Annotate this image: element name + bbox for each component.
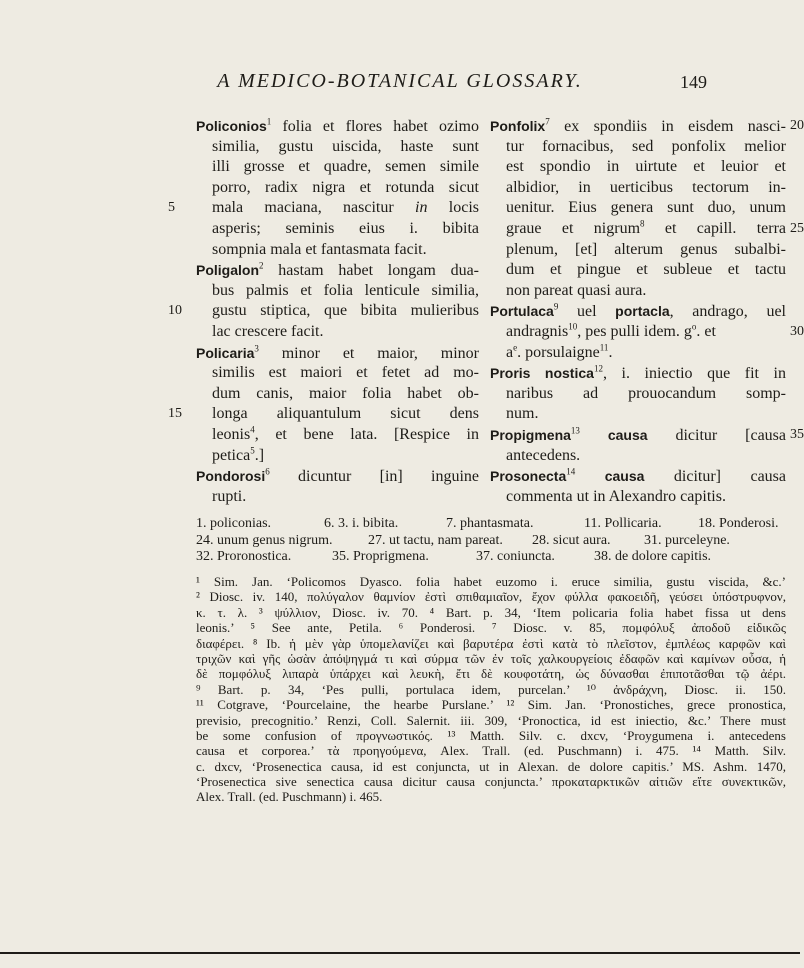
footnote-ref: 1	[266, 116, 272, 127]
variant-line	[196, 516, 786, 533]
entry-ponfolix	[490, 116, 804, 137]
entry-proris-nostica	[490, 363, 786, 384]
line-number: 35	[790, 426, 804, 442]
entry-line: albidior, in uerticibus tectorum in-	[506, 178, 786, 196]
line-number: 30	[790, 323, 804, 339]
headword: Policaria	[196, 344, 255, 361]
variant-item: 38. de dolore capitis.	[594, 549, 712, 564]
headword: Propigmena	[490, 426, 571, 443]
entry-text: .]	[254, 446, 265, 464]
footnote-ref: 13	[570, 425, 580, 436]
running-title: A MEDICO-BOTANICAL GLOSSARY.	[217, 70, 583, 92]
entry-pondorosi	[196, 466, 479, 487]
variant-item: 7. phantasmata.	[446, 516, 534, 531]
footnote-ref: 9	[553, 302, 559, 313]
variant-item: 28. sicut aura.	[532, 532, 611, 548]
entry-text: , andrago, uel	[669, 303, 786, 321]
entry-text: minor et maior, minor	[258, 344, 479, 362]
entry-text: graue et nigrum	[506, 219, 641, 237]
variant-line	[196, 549, 786, 566]
entry-text: . et	[696, 322, 716, 340]
running-header	[0, 70, 800, 100]
headword: Ponfolix	[490, 118, 546, 134]
entry-line: num.	[506, 405, 539, 423]
entry-line: sompnia mala et fantasmata facit.	[212, 240, 427, 258]
entry-line	[490, 343, 786, 364]
footnote-ref: 14	[566, 466, 576, 477]
entry-line: antecedens.	[506, 446, 581, 464]
entry-line: bus palmis et folia lenticule similia,	[212, 281, 479, 299]
entry-text: andragnis	[506, 322, 569, 340]
headword-part: causa	[607, 426, 648, 443]
entry-line	[490, 321, 804, 343]
footnote-line: κ. τ. λ. ³ ψύλλιον, Diosc. iv. 70. ⁴ Bart. p. 34, ‘Item policaria folia habet fissa ut dens	[196, 604, 786, 620]
entry-text: dicitur] causa	[644, 468, 787, 486]
line-number: 20	[790, 118, 804, 133]
footnote-ref: 2	[259, 260, 264, 271]
entry-text-italic: in	[415, 199, 428, 217]
entry-line: porro, radix nigra et rotunda sicut	[212, 178, 479, 196]
entry-line	[196, 446, 479, 467]
footnote-line: c. dxcv, ‘Prosenectica causa, id est conjuncta, ut in Alexan. de dolore capitis.’ MS. Ashm. 1470,	[196, 758, 786, 774]
entry-text: longa aliquantulum sicut dens	[212, 405, 479, 423]
entry-line	[168, 198, 479, 219]
entry-policonios	[196, 116, 479, 137]
footnote-ref: 5	[250, 445, 255, 456]
superscript: e	[513, 342, 518, 353]
entry-line: non pareat quasi aura.	[506, 281, 647, 299]
footnote-line: τριχῶν καὶ γῆς ὡσὰν ἀπόψηγμά τι καὶ σύρμα τῶν ἐν τοῖς χαλκουργείοις ἐδαφῶν καὶ καμίνων οὖσα, ἡ	[196, 650, 786, 666]
footnote-ref: 6	[265, 466, 270, 477]
right-column	[490, 116, 804, 507]
variant-item: 32. Proronostica.	[196, 549, 292, 564]
variant-item: 31. purceleyne.	[644, 532, 730, 548]
footnote-line: διαφέρει. ⁸ Ib. ἡ μὲν γὰρ ὑπομελανίζει καὶ βαρυτέρα ἐστὶ κατὰ τὸ πλεῖστον, ἐμπλέως καρφῶν καὶ	[196, 635, 786, 651]
entry-text: mala maciana, nascitur	[212, 199, 415, 217]
footnote-ref: 4	[250, 424, 255, 435]
entry-line: tur fornacibus, sed ponfolix melior	[506, 137, 786, 155]
entry-line: rupti.	[212, 487, 247, 505]
entry-line	[196, 425, 479, 446]
entry-line: lac crescere facit.	[212, 322, 324, 340]
entry-text: hastam habet longam dua-	[263, 262, 479, 280]
headword: Prosonecta	[490, 468, 567, 485]
footnote-line: ¹ Sim. Jan. ‘Policomos Dyasco. folia habet euzomo i. eruce similia, gustu viscida, &c.’	[196, 574, 786, 589]
entry-text: leonis	[212, 425, 251, 443]
entry-portulaca	[490, 301, 786, 322]
entry-line: illi grosse et quadre, semen simile	[212, 158, 479, 176]
entry-text: et capill. terra	[644, 219, 787, 237]
headword: Proris nostica	[490, 365, 594, 382]
footnote-line: ² Diosc. iv. 140, πολύγαλον θαμνίον ἐστὶ σπιθαμιαῖον, ἔχον φύλλα φακοειδῆ, γεύσει ὑπόστρυφνον,	[196, 589, 786, 605]
superscript: o	[691, 321, 697, 332]
variant-item: 24. unum genus nigrum.	[196, 532, 333, 548]
variant-item: 1. policonias.	[196, 516, 272, 531]
headword: Policonios	[196, 118, 267, 134]
entry-line	[490, 218, 804, 240]
footnote-line: Alex. Trall. (ed. Puschmann) i. 465.	[196, 789, 383, 805]
entry-line: uenitur. Eius genera sunt duo, unum	[506, 199, 786, 217]
footnote-ref: 3	[254, 343, 259, 354]
footnote-line: ¹¹ Cotgrave, ‘Pourcelaine, the hearbe Purslane.’ ¹² Sim. Jan. ‘Pronostiches, grece pronostica,	[196, 697, 786, 713]
entry-text: folia et flores habet ozimo	[271, 118, 479, 135]
entry-text: petica	[212, 446, 251, 464]
entry-line: dum canis, maior folia habet ob-	[212, 384, 479, 402]
entry-text: ex spondiis in eisdem nasci-	[549, 118, 786, 135]
headword-part: causa	[604, 468, 645, 485]
footnote-ref: 10	[568, 321, 578, 332]
entry-line: similia, gustu uiscida, haste sunt	[212, 137, 479, 155]
variant-item: 35. Proprigmena.	[332, 549, 429, 564]
entry-line: plenum, [et] alterum genus subalbi-	[506, 240, 786, 258]
entry-text: dicuntur [in] inguine	[269, 468, 479, 486]
variant-item: 27. ut tactu, nam pareat.	[368, 532, 503, 548]
footnote-line: previsio, precognitio.’ Renzi, Coll. Salernit. iii. 309, ‘Pronoctica, id est iniectio, &c.’ There must	[196, 712, 786, 728]
entry-line	[168, 404, 479, 425]
headword-variant: portacla	[615, 303, 670, 320]
entry-policaria	[196, 343, 479, 364]
entry-line: similis est maiori et fetet ad mo-	[212, 364, 479, 382]
entry-text: dicitur [causa	[647, 426, 786, 444]
entry-poligalon	[196, 260, 479, 281]
entry-line: commenta ut in Alexandro capitis.	[506, 487, 726, 505]
entry-text: uel	[558, 303, 616, 321]
footnote-line: be some confusion of προγνωστικός. ¹³ Matth. Silv. c. dxcv, ‘Proygumena i. antecedens	[196, 727, 786, 743]
footnote-line: leonis.’ ⁵ See ante, Petila. ⁶ Ponderosi. ⁷ Diosc. v. 85, πομφόλυξ ἀποδοῦ εἰδικῶς	[196, 620, 786, 636]
line-number: 5	[168, 200, 175, 216]
entry-line: est spondio in uirtute et leuior et	[506, 158, 786, 176]
entry-text: a	[506, 343, 514, 361]
entry-text: locis	[427, 199, 479, 217]
line-number: 10	[168, 303, 182, 319]
entry-propigmena	[490, 425, 804, 446]
footnote-ref: 8	[640, 218, 645, 229]
entry-text: . porsulaigne	[517, 343, 600, 361]
variant-item: 18. Ponderosi.	[698, 516, 779, 531]
footnote-ref: 11	[599, 342, 609, 353]
headword: Portulaca	[490, 303, 554, 320]
line-number: 15	[168, 406, 182, 422]
line-number: 25	[790, 220, 804, 236]
footnote-line: ⁹ Bart. p. 34, ‘Pes pulli, portulaca idem, purcelan.’ ¹⁰ ἀνδράχνη, Diosc. ii. 150.	[196, 681, 786, 697]
footnotes	[196, 574, 786, 805]
variant-item: 11. Pollicaria.	[584, 516, 662, 531]
footnote-ref: 12	[593, 363, 603, 374]
entry-prosonecta	[490, 466, 786, 487]
entry-text: , et bene lata. [Respice in	[254, 425, 479, 443]
headword: Poligalon	[196, 262, 259, 279]
bottom-rule	[0, 952, 800, 954]
variant-item: 6. 3. i. bibita.	[324, 516, 399, 531]
entry-line: dum et pingue et subleue et tactu	[506, 261, 786, 279]
entry-text: , i. iniectio que fit in	[602, 365, 786, 383]
entry-text: .	[608, 343, 613, 361]
footnote-line: ‘Prosenectica sive senectica causa dicitur causa conjuncta.’ προκαταρκτικῶν αἰτιῶν εἴτε συνεκτικῶν,	[196, 774, 786, 790]
entry-line: asperis; seminis eius i. bibita	[212, 219, 479, 237]
variant-line	[196, 533, 786, 550]
footnote-line: causa et corporea.’ τὰ προηγούμενα, Alex. Trall. (ed. Puschmann) i. 475. ¹⁴ Matth. Silv.	[196, 743, 786, 759]
variant-item: 37. coniuncta.	[476, 549, 555, 564]
variant-readings	[196, 516, 786, 566]
page-number: 149	[680, 72, 707, 92]
footnote-line: δὲ πομφόλυξ λιπαρὰ ὑπάρχει καὶ λευκὴ, ἔτι δὲ κουφοτάτη, ὡς δύνασθαι ἐπιποτᾶσθαι τῷ ἀέρι.	[196, 666, 786, 682]
entry-line: naribus ad prouocandum somp-	[506, 384, 786, 402]
headword: Pondorosi	[196, 468, 266, 485]
left-column	[168, 116, 479, 507]
entry-text: gustu stiptica, que bibita mulieribus	[212, 302, 479, 320]
entry-text: , pes pulli idem. g	[577, 322, 692, 340]
entry-line	[168, 301, 479, 322]
footnote-ref: 7	[545, 116, 550, 127]
